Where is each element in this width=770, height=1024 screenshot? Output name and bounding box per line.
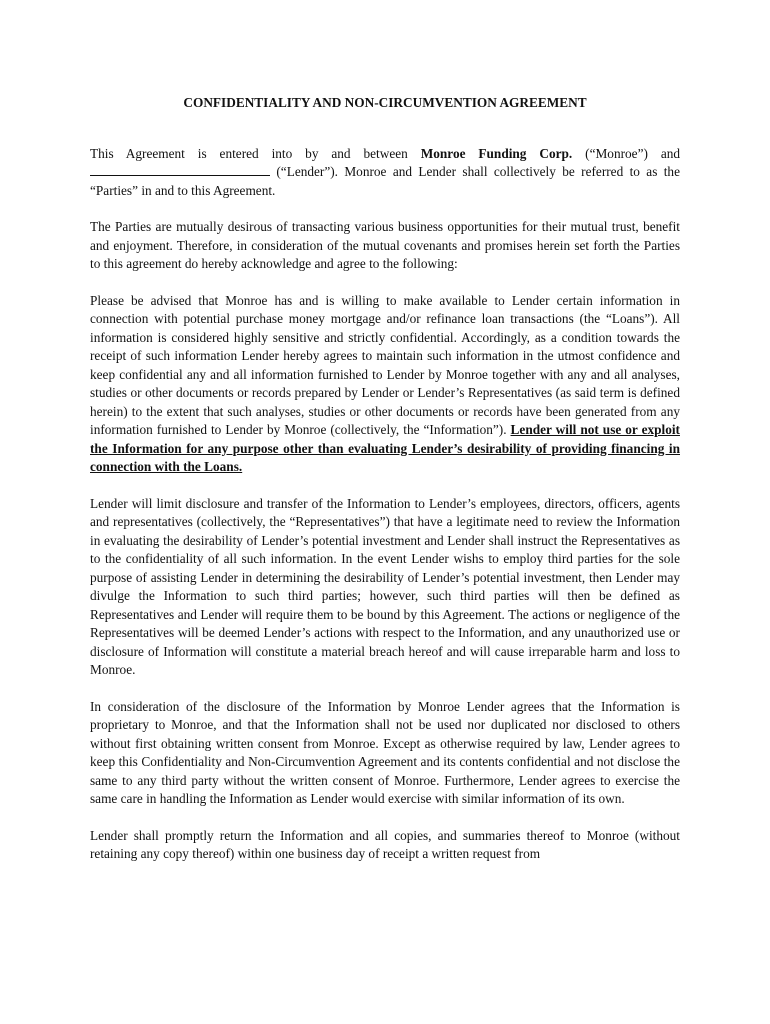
paragraph-disclosure: Lender will limit disclosure and transfer of the Information to Lender’s employees, directors, officers, agents and representatives (collectively, the “Representatives”) that have a legitimate need to review the Information in evaluating the desirability of Lender’s potential investment and Lender shall instruct the Representatives as to the confidentiality of all such information. In the event Lender wishs to employ third parties for the sole purpose of assisting Lender in determining the desirability of Lender’s potential investment, then Lender may divulge the Information to such third parties; however, such third parties will then be defined as Representatives and Lender will require them to be bound by this Agreement. The actions or negligence of the Representatives will be deemed Lender’s actions with respect to the Information, and any unauthorized use or disclosure of Information will constitute a material breach hereof and will cause irreparable harm and loss to Monroe. (90, 495, 680, 677)
paragraph-consideration: In consideration of the disclosure of the Information by Monroe Lender agrees that the Information is proprietary to Monroe, and that the Information shall not be used nor duplicated nor disclosed to others without first obtaining written consent from Monroe. Except as otherwise required by law, Lender agrees to keep this Confidentiality and Non-Circumvention Agreement and its contents confidential and not disclose the same to any third party without the written consent of Monroe. Furthermore, Lender agrees to exercise the same care in handling the Information as Lender would exercise with similar information of its own. (90, 698, 680, 806)
paragraph-information (90, 292, 680, 477)
document-body (90, 94, 680, 882)
parties-text-start: This Agreement is entered into by and between (90, 145, 421, 161)
paragraph-return: Lender shall promptly return the Information and all copies, and summaries thereof to Monroe (without retaining any copy thereof) within one business day of receipt a written request from (90, 827, 680, 861)
paragraph-recitals: The Parties are mutually desirous of transacting various business opportunities for their mutual trust, benefit and enjoyment. Therefore, in consideration of the mutual covenants and promises herein set forth the Parties to this agreement do hereby acknowledge and agree to the following: (90, 219, 680, 271)
paragraph-parties (90, 145, 680, 201)
document-title: CONFIDENTIALITY AND NON-CIRCUMVENTION AGREEMENT (183, 95, 587, 110)
parties-text-end: (“Lender”). Monroe and Lender shall collectively be referred to as the “Parties” in and to this Agreement. (90, 164, 680, 198)
use-restriction-clause: Lender will not use or exploit the Information for any purpose other than evaluating Lender’s desirability of providing financing in connection with the Loans. (90, 422, 680, 474)
information-text: Please be advised that Monroe has and is willing to make available to Lender certain information in connection with potential purchase money mortgage and/or refinance loan transactions (the “Loans”). All information is considered highly sensitive and strictly confidential. Accordingly, as a condition towards the receipt of such information Lender hereby agrees to maintain such information in the utmost confidence and keep confidential any and all information furnished to Lender by Monroe together with any and all analyses, studies or other documents or records prepared by Lender or Lender’s Representatives (as said term is defined herein) to the extent that such analyses, studies or other documents or records have been generated from any information furnished to Lender by Monroe (collectively, the “Information”). (90, 292, 680, 437)
parties-text-middle: (“Monroe”) and (572, 145, 681, 161)
lender-name-blank (90, 164, 270, 176)
company-name: Monroe Funding Corp. (420, 145, 573, 161)
